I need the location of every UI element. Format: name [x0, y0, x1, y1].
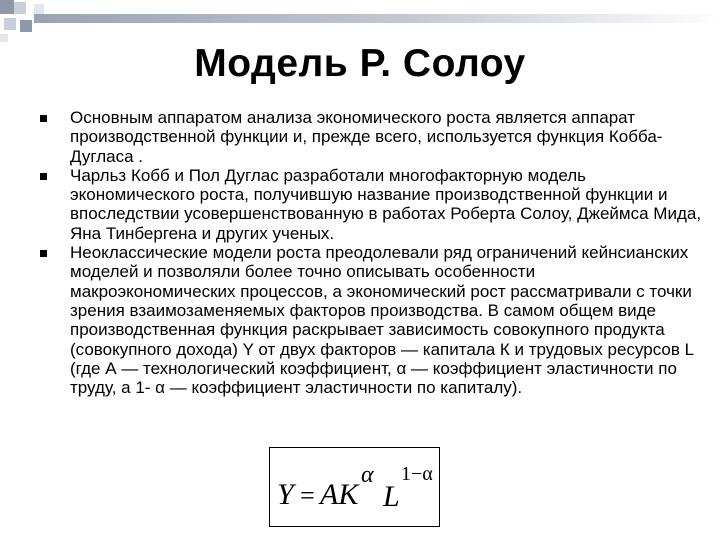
- bullet-item: [38, 108, 704, 166]
- formula-equals: =: [300, 481, 315, 510]
- bullet-text: Чарльз Кобб и Пол Дуглас разработали многофакторную модель экономического роста, получившую название производственной функции и впоследствии усовершенствованную в работах Роберта Солоу, Джеймса Мида, Яна Тинбергена и других ученых.: [70, 165, 702, 243]
- bullet-square-icon: [40, 115, 47, 122]
- bullet-item: [38, 243, 704, 397]
- bullet-text: Неоклассические модели роста преодолевали ряд ограничений кейнсианских моделей и позволяли более точно описывать особенности макроэкономических процессов, а экономический рост рассматривали с точки зрения взаимозаменяемых факторов производства. В самом общем виде производственная функция раскрывает зависимость совокупного продукта (совокупного дохода) Y от двух факторов — капитала К и трудовых ресурсов L (где А — технологический коэффициент, α — коэффициент эластичности по труду, а 1- α — коэффициент эластичности по капиталу).: [70, 243, 694, 398]
- slide-content: [38, 108, 704, 397]
- formula-labor: L: [383, 480, 400, 513]
- decor-square: [0, 0, 14, 14]
- bullet-square-icon: [40, 250, 47, 257]
- decor-square: [34, 4, 44, 14]
- decor-square: [4, 18, 16, 30]
- bullet-list: [38, 108, 704, 397]
- slide-title: Модель Р. Солоу: [194, 42, 526, 85]
- bullet-text: Основным аппаратом анализа экономического роста является аппарат производственной функции и, прежде всего, используется функция Кобба-Дугласа .: [70, 108, 663, 166]
- decor-square: [0, 34, 8, 42]
- decor-square: [20, 20, 32, 32]
- formula-lhs: Y: [277, 478, 294, 511]
- decor-square: [14, 2, 26, 14]
- bullet-item: [38, 166, 704, 243]
- formula-exponent-one-minus-alpha: 1−α: [401, 463, 433, 485]
- formula: [270, 448, 439, 526]
- formula-exponent-alpha: α: [361, 462, 374, 488]
- bullet-square-icon: [40, 173, 47, 180]
- formula-coefficient: AK: [320, 478, 359, 511]
- top-rule: [34, 14, 720, 23]
- formula-box: [269, 447, 440, 527]
